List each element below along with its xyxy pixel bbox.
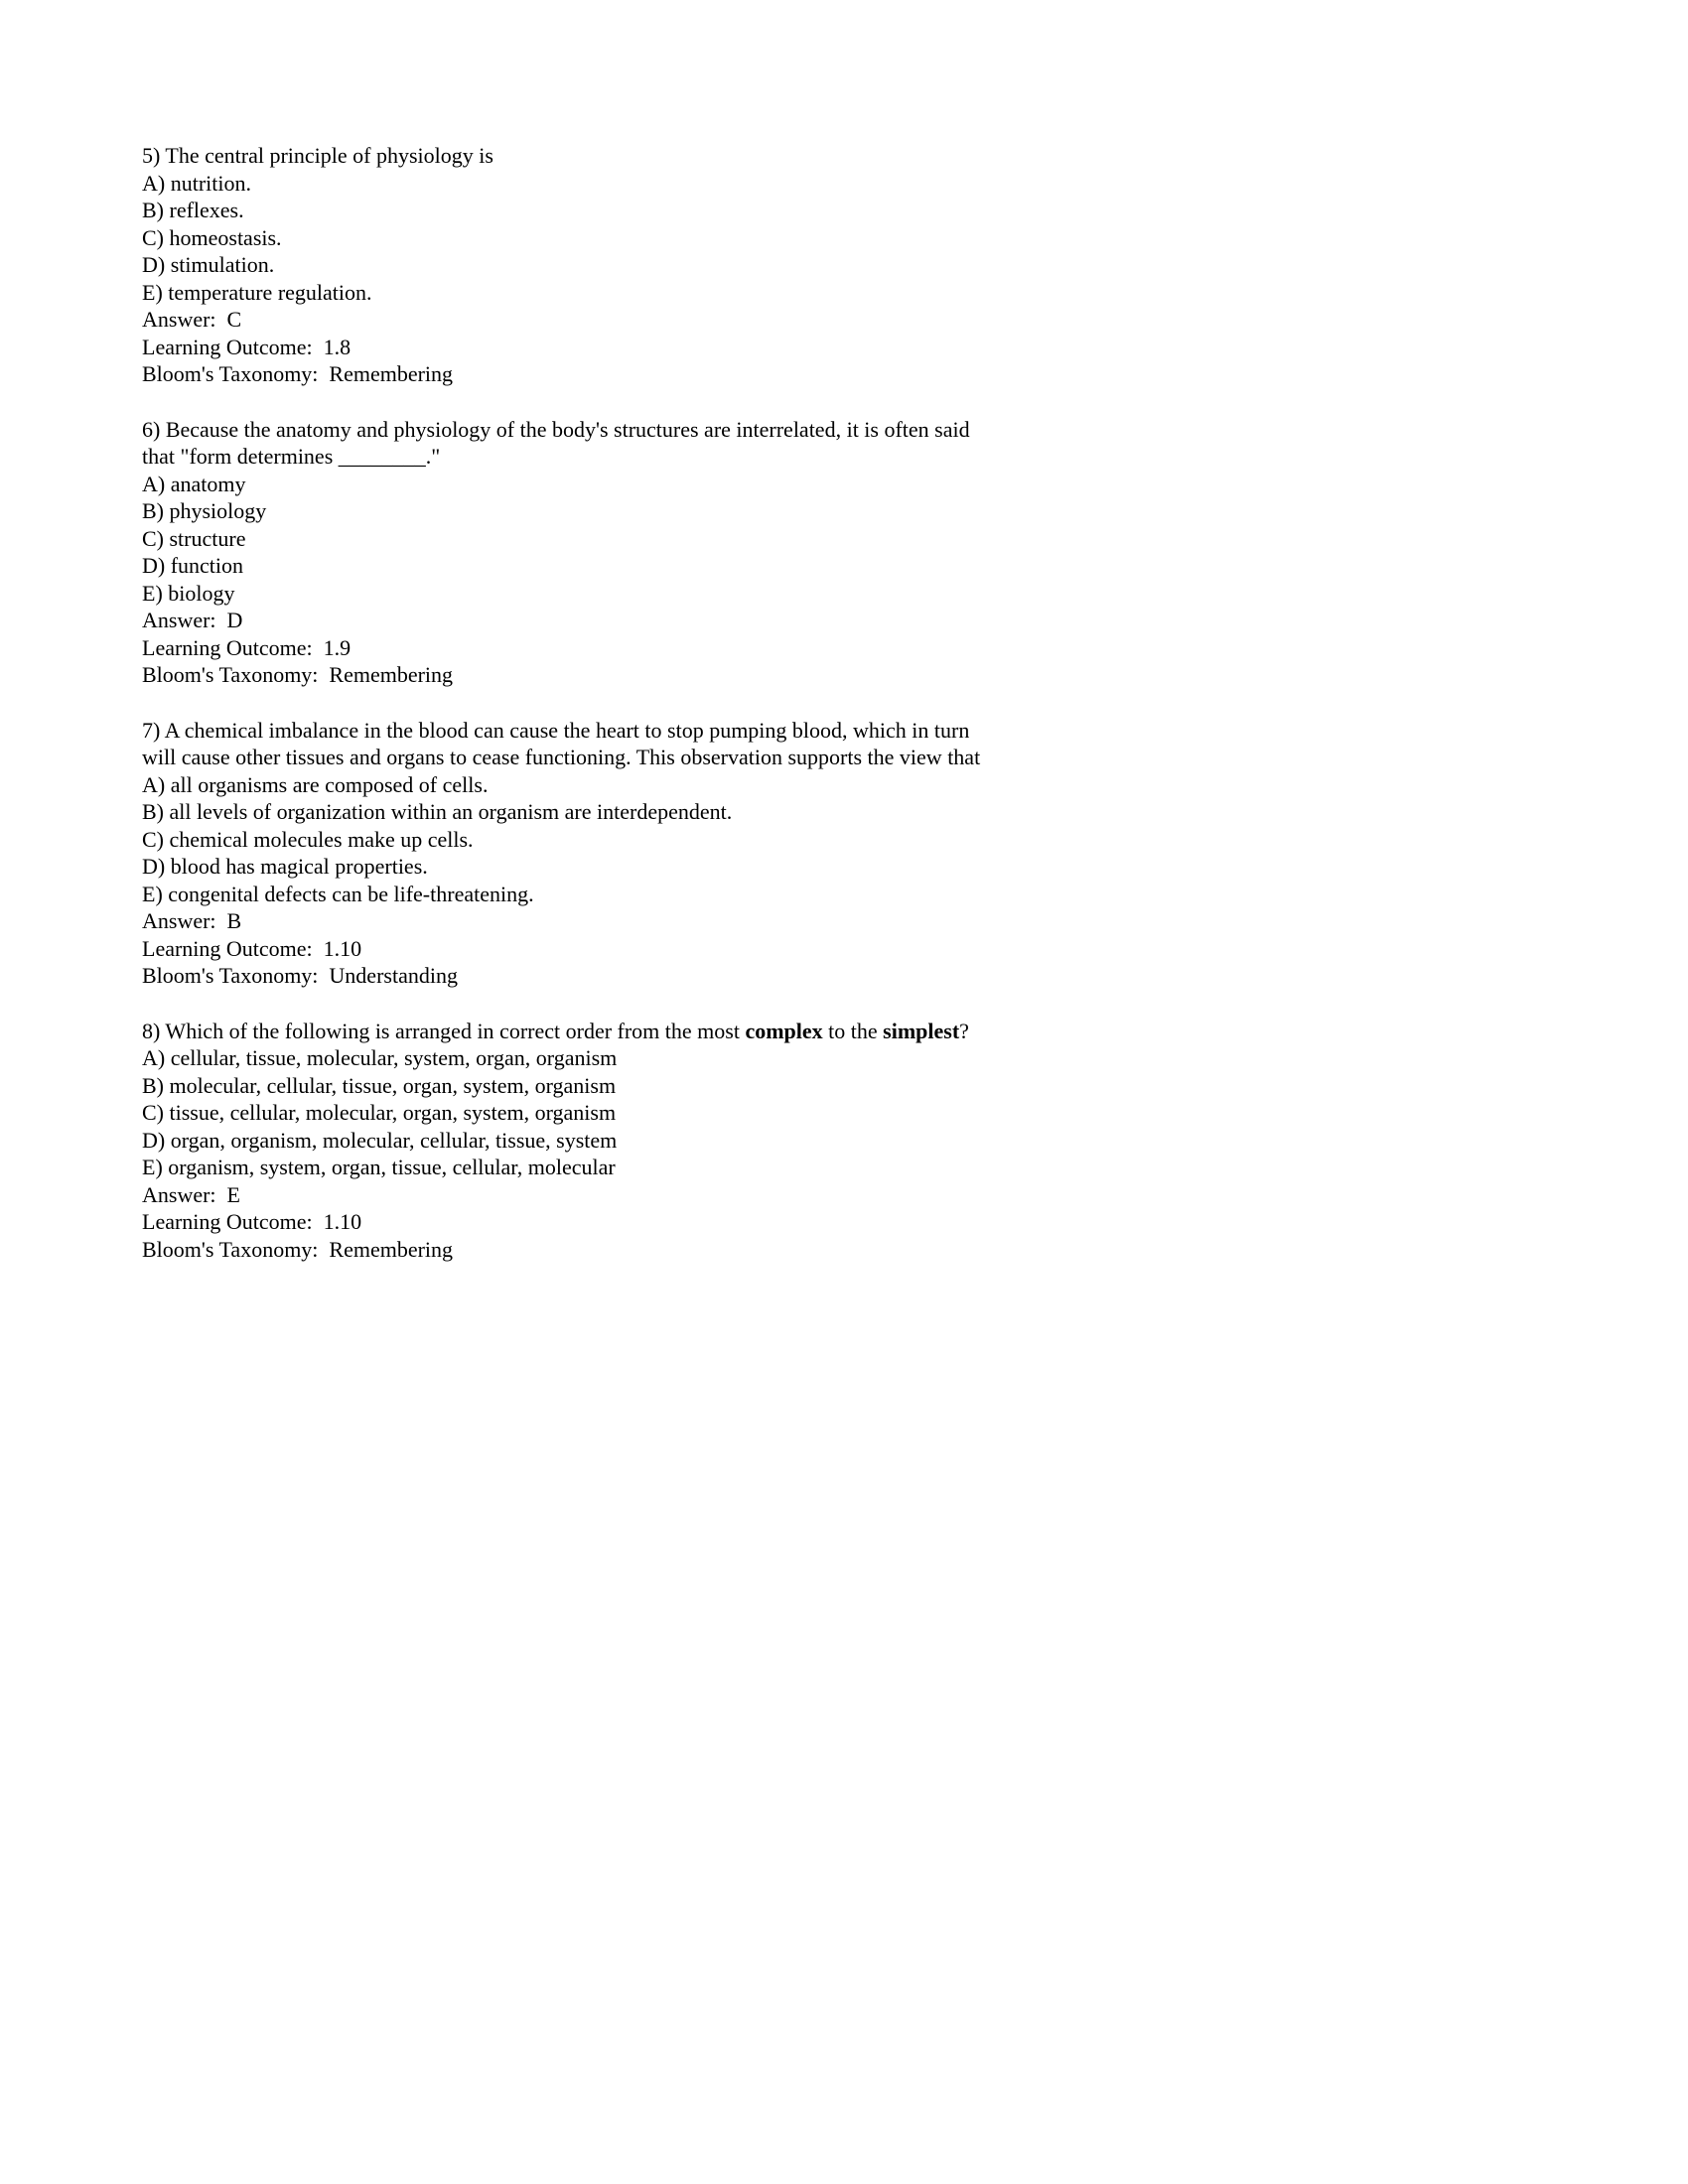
stem-text: will cause other tissues and organs to cease functioning. This observation supports the view that: [142, 745, 981, 769]
answer-option: E) organism, system, organ, tissue, cellular, molecular: [142, 1155, 616, 1179]
question-stem-line: [142, 744, 1070, 771]
question-stem-line: [142, 416, 1070, 444]
answer-option: E) biology: [142, 580, 235, 606]
answer-line: Answer: D: [142, 608, 243, 632]
answer-option: D) blood has magical properties.: [142, 854, 428, 879]
stem-bold-text: complex: [745, 1018, 823, 1043]
answer-option: E) congenital defects can be life-threatening.: [142, 881, 534, 906]
answer-option: D) function: [142, 553, 244, 578]
stem-bold-text: simplest: [883, 1018, 960, 1043]
answer-line: Answer: B: [142, 908, 242, 933]
answer-option: C) homeostasis.: [142, 224, 282, 250]
answer-line: Answer: E: [142, 1181, 240, 1207]
question-block: [142, 717, 1070, 990]
bloom-taxonomy-line: Bloom's Taxonomy: Remembering: [142, 662, 454, 687]
stem-text: 7) A chemical imbalance in the blood can cause the heart to stop pumping blood, which in turn: [142, 717, 970, 743]
question-block: [142, 416, 1070, 689]
learning-outcome-line: Learning Outcome: 1.8: [142, 334, 352, 359]
answer-option: D) stimulation.: [142, 252, 275, 277]
bloom-taxonomy-line: Bloom's Taxonomy: Understanding: [142, 963, 458, 988]
learning-outcome-line: Learning Outcome: 1.10: [142, 935, 362, 961]
answer-option: C) structure: [142, 525, 246, 551]
answer-option: B) physiology: [142, 498, 267, 523]
stem-text: 5) The central principle of physiology is: [142, 143, 493, 168]
answer-option: C) tissue, cellular, molecular, organ, system, organism: [142, 1100, 617, 1125]
answer-option: D) organ, organism, molecular, cellular, tissue, system: [142, 1127, 618, 1153]
answer-option: A) cellular, tissue, molecular, system, organ, organism: [142, 1045, 618, 1070]
stem-text: 8) Which of the following is arranged in correct order from the most: [142, 1018, 746, 1043]
stem-text: 6) Because the anatomy and physiology of the body's structures are interrelated, it is often said: [142, 416, 970, 442]
question-stem-line: [142, 443, 1070, 471]
learning-outcome-line: Learning Outcome: 1.9: [142, 634, 352, 660]
stem-text: that "form determines ________.": [142, 444, 441, 469]
answer-line: Answer: C: [142, 307, 242, 332]
answer-option: B) molecular, cellular, tissue, organ, system, organism: [142, 1072, 617, 1098]
questions-container: [142, 142, 1070, 1263]
question-stem-line: [142, 717, 1070, 745]
question-block: [142, 142, 1070, 388]
answer-option: C) chemical molecules make up cells.: [142, 826, 474, 852]
answer-option: A) nutrition.: [142, 170, 251, 196]
bloom-taxonomy-line: Bloom's Taxonomy: Remembering: [142, 1236, 454, 1262]
question-block: [142, 1018, 1070, 1264]
question-stem-line: [142, 1018, 1070, 1045]
answer-option: B) reflexes.: [142, 198, 244, 222]
answer-option: E) temperature regulation.: [142, 279, 372, 305]
answer-option: B) all levels of organization within an organism are interdependent.: [142, 799, 733, 824]
question-stem-line: [142, 142, 1070, 170]
learning-outcome-line: Learning Outcome: 1.10: [142, 1209, 362, 1234]
stem-text: ?: [959, 1018, 969, 1043]
answer-option: A) all organisms are composed of cells.: [142, 771, 489, 797]
stem-text: to the: [822, 1018, 884, 1043]
bloom-taxonomy-line: Bloom's Taxonomy: Remembering: [142, 361, 454, 386]
answer-option: A) anatomy: [142, 471, 246, 496]
